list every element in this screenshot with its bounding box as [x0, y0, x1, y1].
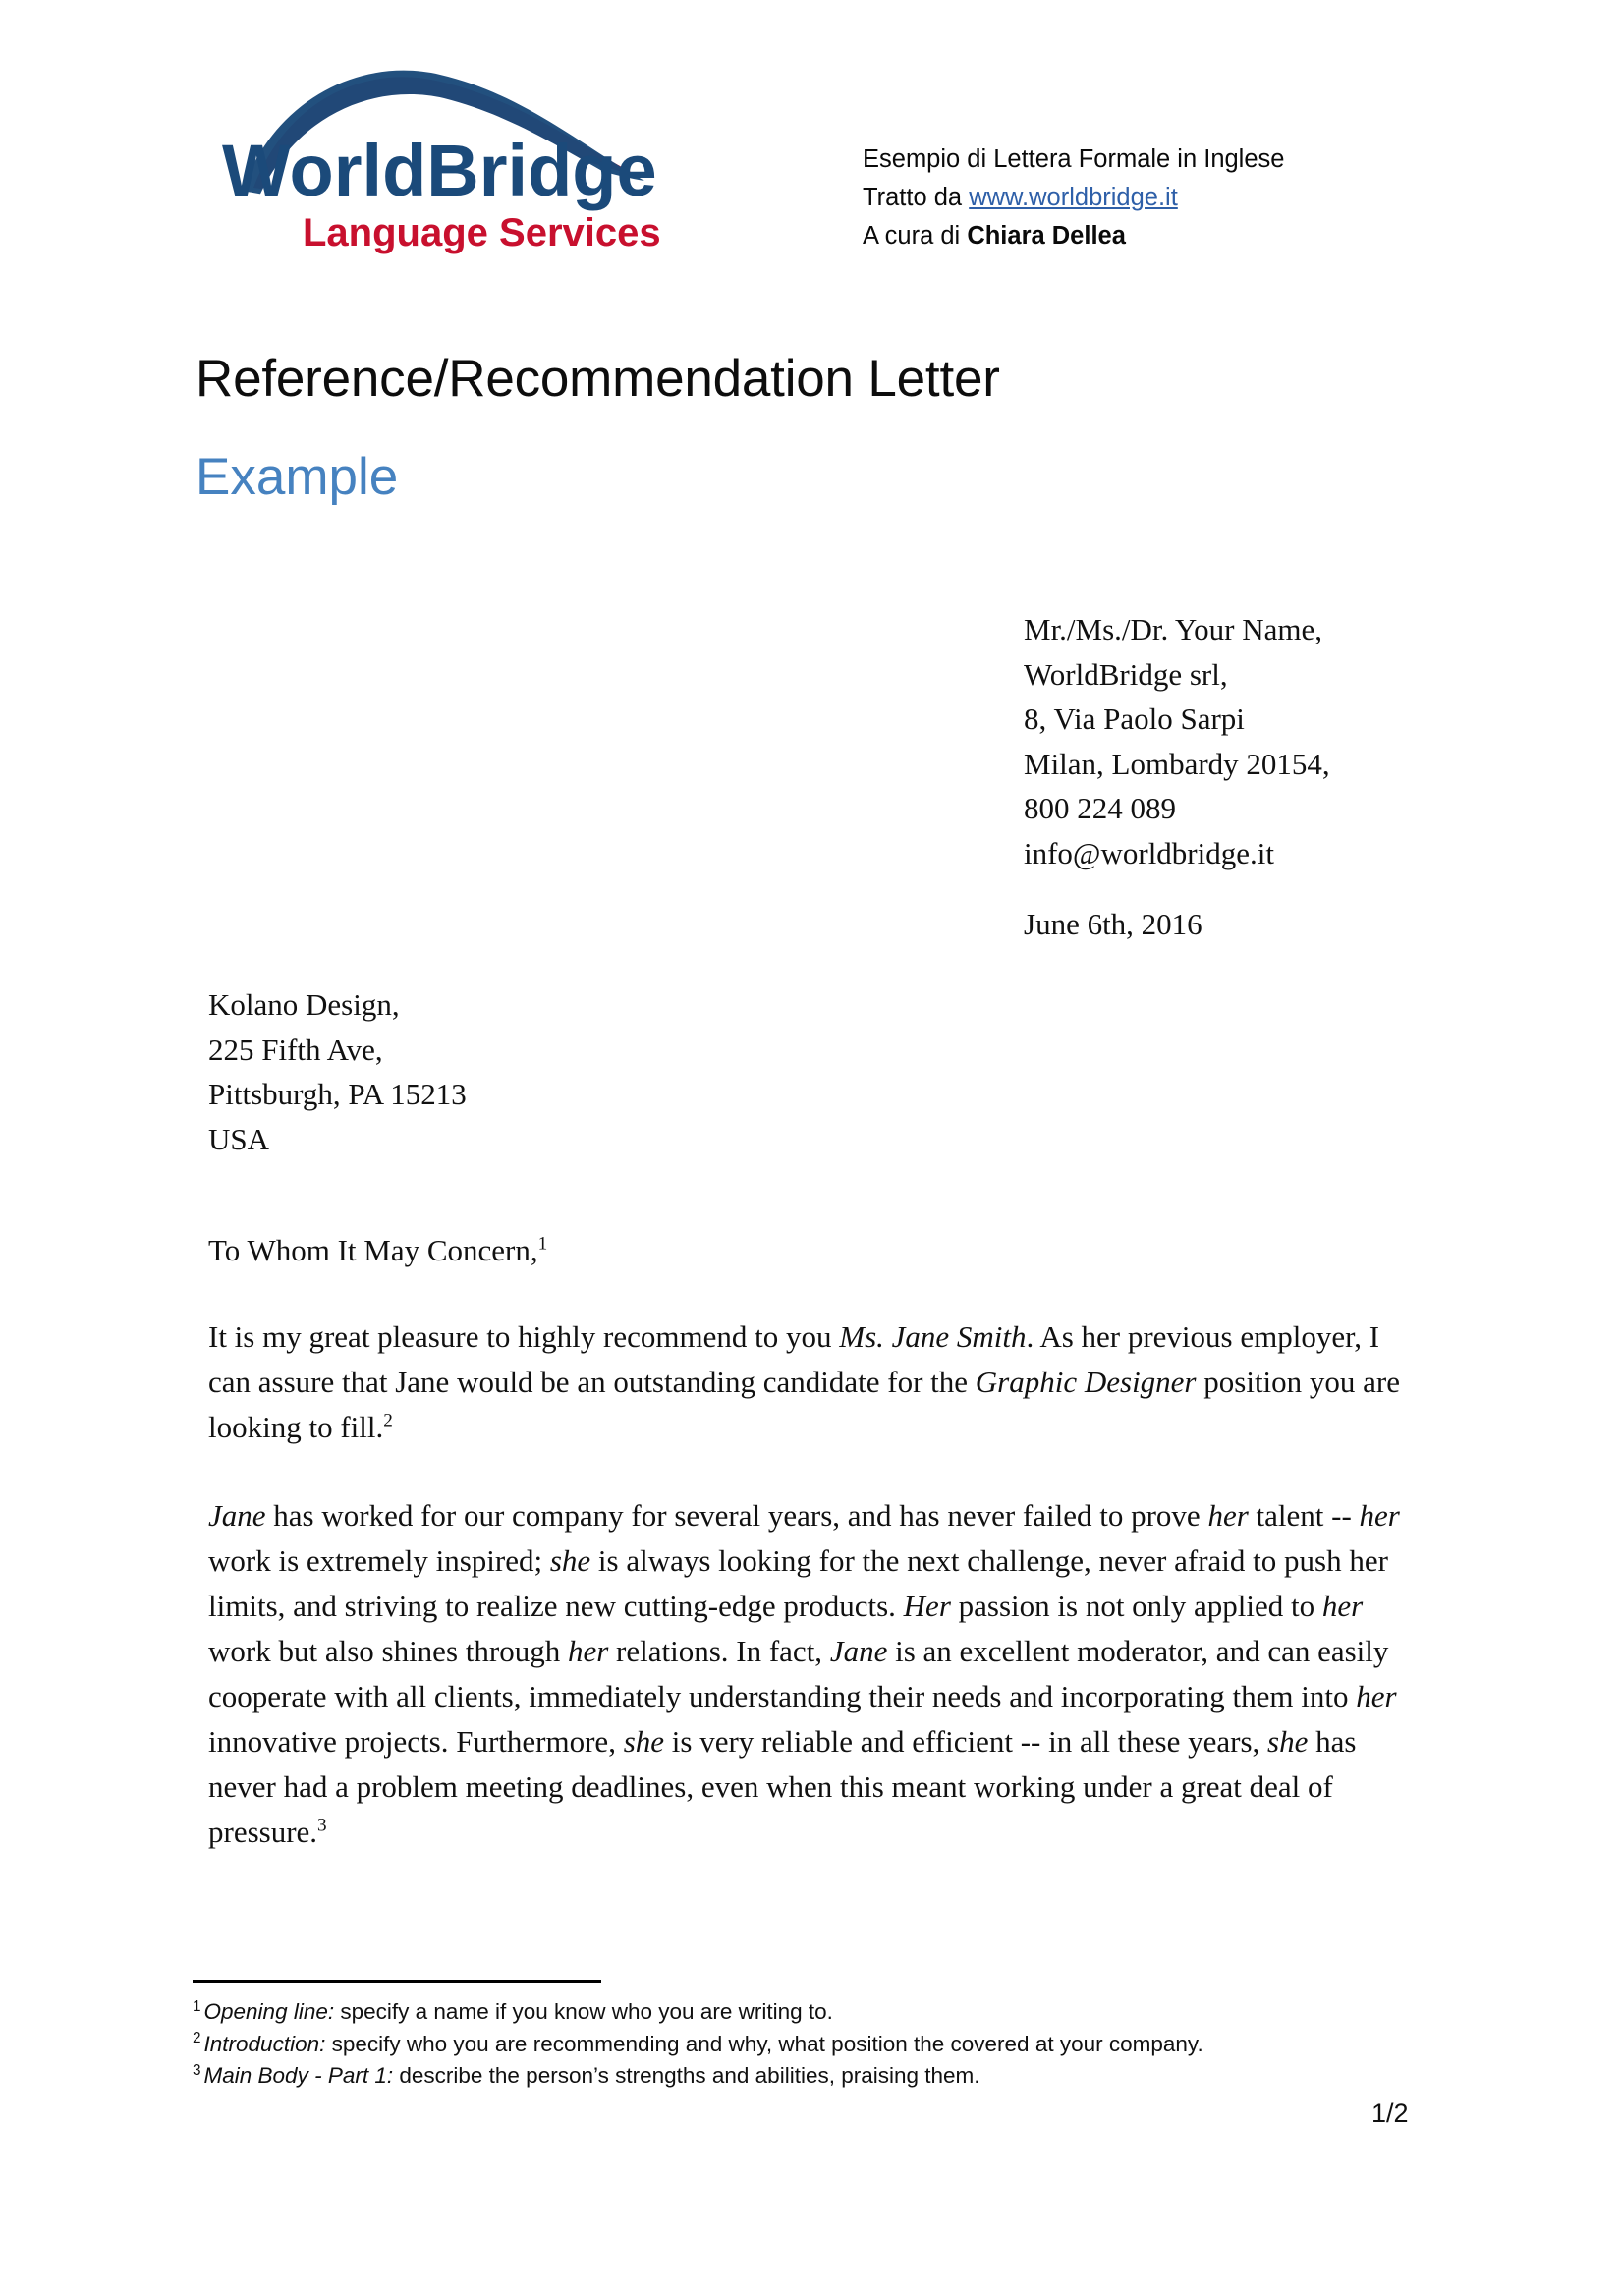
sender-address-line: WorldBridge srl, — [1024, 656, 1228, 692]
letter-body — [208, 1315, 1415, 1898]
p1-segment: position you are looking to fill. — [208, 1365, 1401, 1444]
footnote-separator — [193, 1980, 601, 1983]
document-header — [0, 47, 1621, 273]
recipient-address-line: 225 Fifth Ave, — [208, 1032, 383, 1067]
worldbridge-logo — [193, 53, 684, 259]
footnote-ref-3[interactable]: 3 — [317, 1815, 327, 1836]
p2-italic: Her — [903, 1589, 951, 1623]
footnote-text: describe the person’s strengths and abilities, praising them. — [393, 2063, 980, 2088]
footnote-item — [193, 2060, 1411, 2093]
header-meta-block — [863, 140, 1284, 255]
footnote-ref-1[interactable]: 1 — [537, 1233, 548, 1255]
header-meta-source-prefix: Tratto da — [863, 184, 970, 211]
p2-segment: is an excellent moderator, and can easily cooperate with all clients, immediately understanding their needs and incorporating them into — [208, 1634, 1389, 1713]
p2-italic: her — [1321, 1589, 1364, 1623]
p1-segment: . As her previous employer, I can assure that Jane would be an outstanding candidate for the — [208, 1319, 1380, 1399]
p2-segment: passion is not only applied to — [950, 1589, 1322, 1623]
salutation-text: To Whom It May Concern, — [208, 1233, 538, 1267]
sender-address-block — [1024, 607, 1330, 875]
p2-italic: her — [567, 1634, 609, 1668]
footnote-marker: 1 — [193, 1997, 201, 2015]
sender-address-line: 8, Via Paolo Sarpi — [1024, 701, 1245, 736]
p2-segment: has never had a problem meeting deadlines, even when this meant working under a great deal of pressure. — [208, 1724, 1357, 1849]
p2-segment: talent -- — [1248, 1498, 1360, 1533]
p1-segment: It is my great pleasure to highly recommend to you — [208, 1319, 840, 1354]
p2-italic: Jane — [829, 1634, 888, 1668]
recipient-address-line: Kolano Design, — [208, 987, 400, 1022]
page-number: 1/2 — [1371, 2099, 1409, 2128]
p2-italic: she — [549, 1543, 591, 1578]
recipient-address-block — [208, 982, 467, 1161]
p2-italic: her — [1207, 1498, 1249, 1533]
sender-address-line: Milan, Lombardy 20154, — [1024, 746, 1330, 781]
logo-tagline: Language Services — [303, 211, 661, 254]
p2-segment: work but also shines through — [208, 1634, 568, 1668]
sender-address-line: info@worldbridge.it — [1024, 835, 1274, 870]
p2-italic: her — [1356, 1679, 1397, 1713]
salutation-line — [208, 1228, 547, 1273]
footnotes-block — [193, 1996, 1411, 2093]
header-meta-line-3 — [863, 217, 1284, 255]
p2-segment: work is extremely inspired; — [208, 1543, 550, 1578]
footnote-marker: 3 — [193, 2061, 201, 2079]
p2-segment: is always looking for the next challenge, never afraid to push her limits, and striving to realize new cutting-edge products. — [208, 1543, 1388, 1623]
p2-segment: is very reliable and efficient -- in all these years, — [664, 1724, 1268, 1759]
p2-segment: has worked for our company for several years, and has never failed to prove — [265, 1498, 1208, 1533]
body-paragraph-2 — [208, 1493, 1415, 1855]
p2-italic: her — [1359, 1498, 1400, 1533]
logo-wordmark: WorldBridge — [222, 130, 657, 211]
letter-date: June 6th, 2016 — [1024, 907, 1202, 941]
p2-segment: relations. In fact, — [608, 1634, 830, 1668]
header-meta-author-prefix: A cura di — [863, 222, 968, 250]
page-title: Reference/Recommendation Letter — [196, 350, 1000, 408]
p2-italic: Jane — [208, 1498, 266, 1533]
footnote-label: Opening line: — [203, 1999, 335, 2024]
page-subtitle: Example — [196, 448, 399, 506]
logo-svg — [193, 53, 684, 259]
footnote-item — [193, 1996, 1411, 2029]
header-meta-author-name: Chiara Dellea — [967, 222, 1126, 250]
p1-italic-candidate-name: Ms. Jane Smith — [839, 1319, 1027, 1354]
footnote-marker: 2 — [193, 2030, 201, 2046]
p2-segment: innovative projects. Furthermore, — [208, 1724, 624, 1759]
footnote-text: specify a name if you know who you are writing to. — [334, 1999, 833, 2024]
sender-address-line: 800 224 089 — [1024, 791, 1176, 825]
footnote-ref-2[interactable]: 2 — [383, 1410, 393, 1431]
body-paragraph-1 — [208, 1315, 1415, 1450]
p2-italic: she — [623, 1724, 665, 1759]
recipient-address-line: Pittsburgh, PA 15213 — [208, 1077, 467, 1111]
p1-italic-position: Graphic Designer — [975, 1365, 1197, 1399]
footnote-label: Main Body - Part 1: — [203, 2063, 394, 2088]
footnote-text: specify who you are recommending and why, what position the covered at your company. — [325, 2031, 1203, 2056]
header-meta-line-2 — [863, 179, 1284, 217]
footnote-item — [193, 2029, 1411, 2061]
worldbridge-website-link[interactable]: www.worldbridge.it — [969, 184, 1178, 211]
recipient-address-line: USA — [208, 1121, 270, 1156]
sender-address-line: Mr./Ms./Dr. Your Name, — [1024, 612, 1323, 646]
footnote-label: Introduction: — [203, 2031, 326, 2056]
header-meta-line-1: Esempio di Lettera Formale in Inglese — [863, 145, 1285, 173]
p2-italic: she — [1267, 1724, 1309, 1759]
